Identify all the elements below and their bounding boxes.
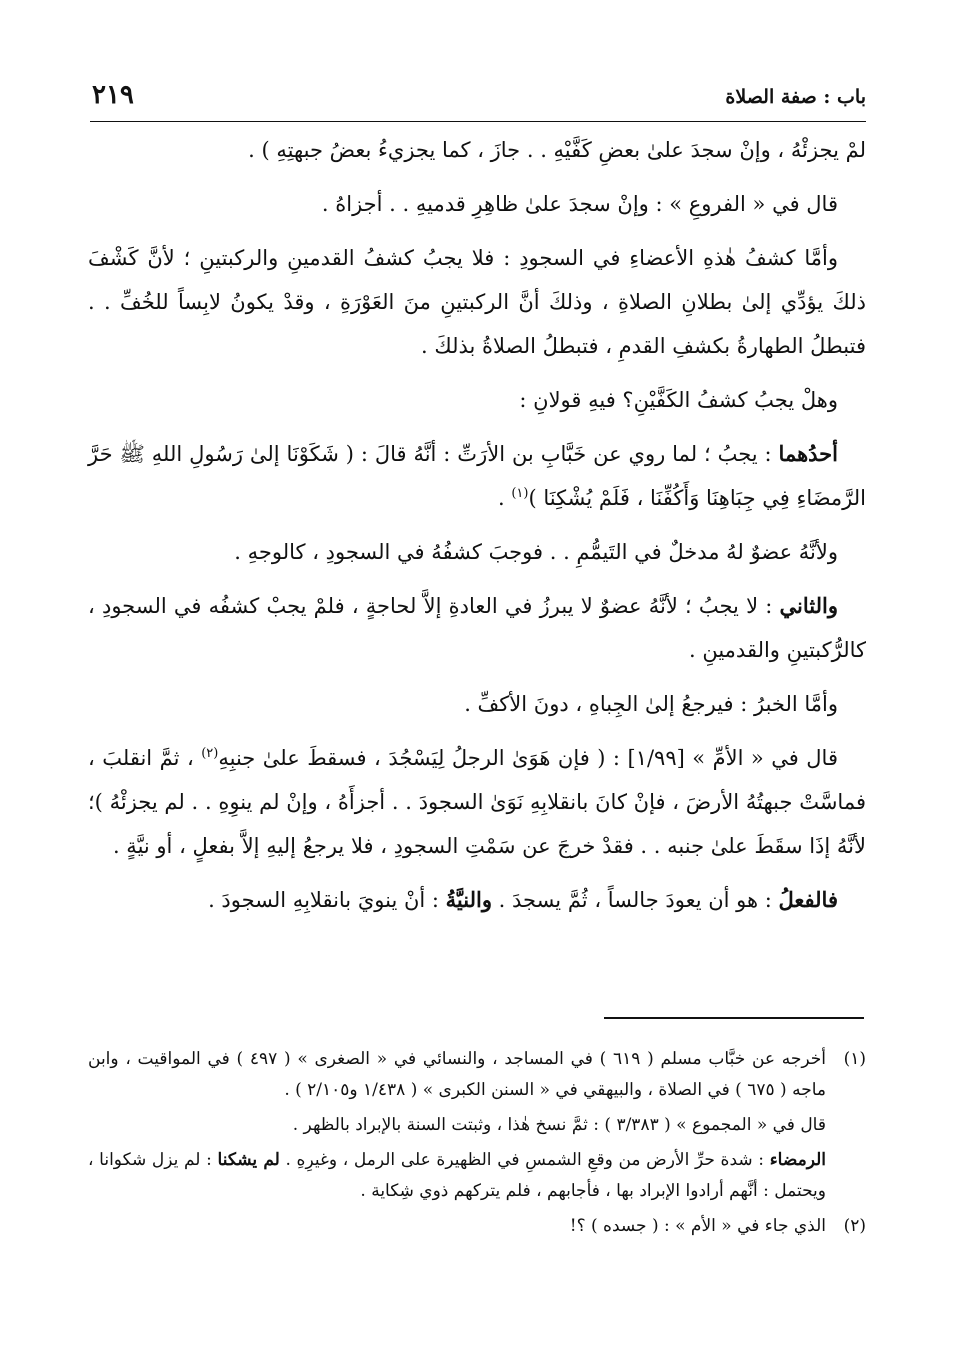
page-header	[92, 78, 866, 118]
paragraph-9: قال في « الأمِّ » [١/٩٩] : ( فإن هَوَىٰ الرجلُ لِيَسْجُدَ ، فسقطَ علىٰ جنبِهِ$^{(٢)}$ ، ثمَّ انقلبَ ، فماسَّتْ جبهتُهُ الأرضَ ، فإنْ كانَ بانقلابِهِ نَوَىٰ السجودَ . . أجزأَهُ ، وإنْ لم ينوِهِ . . لم يجزئْهُ )؛ لأنَّهُ إذَا سقَطَ علىٰ جنبه . . فقدْ خرجَ عن سَمْتِ السجودِ ، فلا يرجعُ إليهِ إلاَّ بفعلٍ ، أو نيَّةٍ .	[88, 746, 866, 858]
paragraph-6: ولأنَّهُ عضوٌ لهُ مدخلٌ في التَيمُّمِ . . فوجبَ كشفُهُ في السجودِ ، كالوجهِ .	[234, 540, 838, 564]
paragraph-10: فالفعلُ : هو أن يعودَ جالساً ، ثُمَّ يسجدَ . والنيَّةُ : أنْ ينويَ بانقلابِهِ السجودَ .	[208, 887, 838, 912]
footnote-number: (١)	[843, 1049, 866, 1069]
page-number: ٢١٩	[92, 80, 134, 110]
footnote-text: أخرجه عن خبَّاب مسلم ( ٦١٩ ) في المساجد ، والنسائي في « الصغرى » ( ٤٩٧ ) في المواقيت ، وابن ماجه ( ٦٧٥ ) في الصلاة ، والبيهقي في « السنن الكبرى » ( ١/٤٣٨ و٢/١٠٥ ) .	[88, 1049, 826, 1100]
lead-word: والثاني	[779, 593, 838, 618]
paragraph-8: وأمَّا الخبرُ : فيرجعُ إلىٰ الجِباهِ ، دونَ الأكفِّ .	[464, 692, 838, 716]
gloss-term: الرمضاء	[769, 1150, 826, 1170]
header-rule	[90, 121, 866, 122]
footnote-text: الذي جاء في « الأم » : ( جسده ) ؟!	[569, 1216, 826, 1236]
footnote-2	[88, 1211, 866, 1242]
footnote-marker[interactable]: (١)	[511, 486, 529, 501]
paragraph-1: لمْ يجزئْهُ ، وإنْ سجدَ علىٰ بعضِ كَفَّيْهِ . . جازَ ، كما يجزيءُ بعضُ جبهتِهِ ) .	[248, 138, 866, 162]
paragraph-7: والثاني : لا يجبُ ؛ لأنَّهُ عضوٌ لا يبرزُ في العادةِ إلاَّ لحاجةٍ ، فلمْ يجبْ كشفُه في السجودِ ، كالرُّكبتينِ والقدمينِ .	[88, 593, 866, 662]
footnote-rule	[604, 1017, 864, 1019]
footnote-marker[interactable]: (٢)	[201, 746, 219, 761]
paragraph-5: أحدُهما : يجبُ ؛ لما روي عن خَبَّابِ بن الأرَتِّ : أنَّهُ قالَ : ( شَكَوْنَا إلىٰ رَسُولِ اللهِ ﷺ حَرَّ الرَّمضَاءِ فِي جِبَاهِنَا وَأَكُفِّنَا ، فَلَمْ يُشْكِنَا )$^{(١)}$ .	[88, 441, 866, 510]
footnotes	[88, 1044, 866, 1246]
running-title: باب : صفة الصلاة	[725, 86, 866, 108]
gloss-term: لم يشكنا	[217, 1150, 280, 1170]
paragraph-4: وهلْ يجبُ كشفُ الكَفَّيْنِ؟ فيهِ قولانِ :	[519, 388, 838, 412]
footnote-1	[88, 1044, 866, 1106]
paragraph-3: وأمَّا كشفُ هٰذهِ الأعضاءِ في السجودِ : فلا يجبُ كشفُ القدمينِ والركبتينِ ؛ لأنَّ كَشْفَ ذلكَ يؤدِّي إلىٰ بطلانِ الصلاةِ ، وذلكَ أنَّ الركبتينِ منَ العَوْرَةِ ، وقدْ يكونُ لابِساً للخُفِّ . . فتبطلُ الطهارةُ بكشفِ القدمِ ، فتبطلُ الصلاةُ بذلكَ .	[88, 246, 866, 358]
lead-word: والنيَّةُ	[445, 887, 492, 912]
footnote-1-gloss: الرمضاء : شدة حرِّ الأرض من وقعِ الشمسِ في الظهيرة على الرمل ، وغيرِهِ . لم يشكنا : لم يزل شكوانا ، ويحتمل : أنَّهم أرادوا الإبراد بها ، فأجابهم ، فلم يتركهم ذوي شِكاية .	[88, 1150, 826, 1201]
paragraph-2: قال في « الفروعِ » : وإنْ سجدَ علىٰ ظاهِرِ قدميهِ . . أجزاهُ .	[321, 192, 838, 216]
footnote-1-note: قال في « المجموع » ( ٣/٣٨٣ ) : ثمَّ نسخ هٰذا ، وثبتت السنة بالإبراد بالظهر .	[292, 1115, 826, 1135]
lead-word: فالفعلُ	[778, 887, 838, 912]
footnote-number: (٢)	[843, 1216, 866, 1236]
main-text	[88, 128, 866, 932]
lead-word: أحدُهما	[778, 441, 838, 466]
